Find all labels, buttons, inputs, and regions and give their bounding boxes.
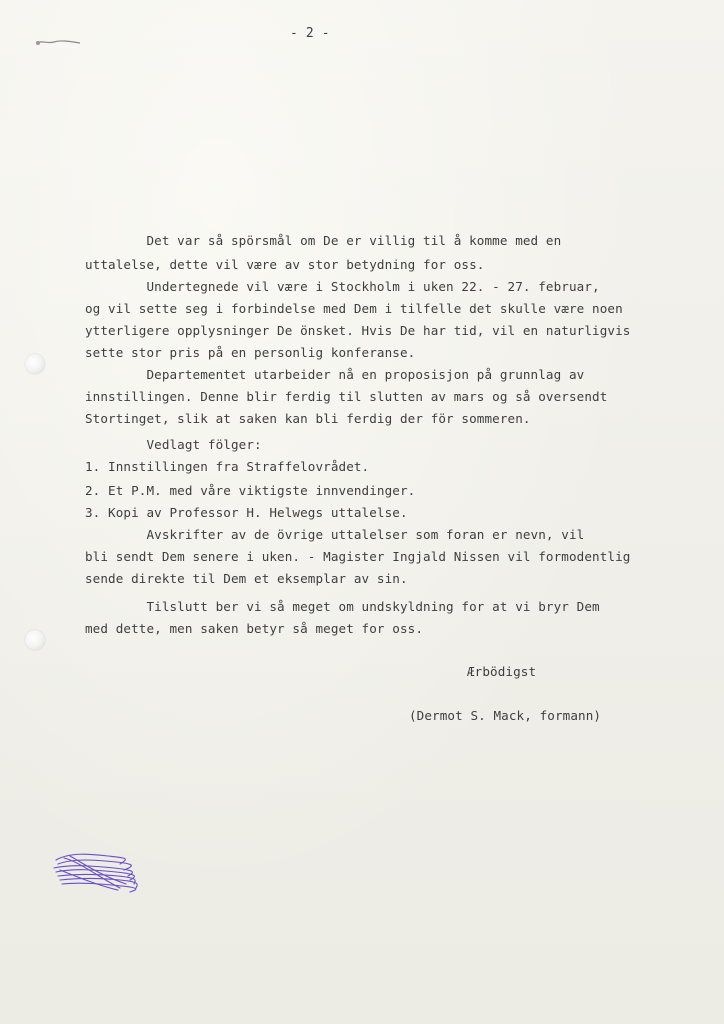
letter-line-5: ytterligere opplysninger De önsket. Hvis De har tid, vil en naturligvis: [85, 323, 631, 338]
letter-line-3: Undertegnede vil være i Stockholm i uken 22. - 27. februar,: [85, 279, 600, 294]
letter-line-1: Det var så spörsmål om De er villig til å komme med en: [85, 233, 562, 248]
signature-scribble-icon: [50, 848, 140, 896]
punch-hole-upper: [25, 354, 45, 374]
letter-line-15: bli sendt Dem senere i uken. - Magister Ingjald Nissen vil formodentlig: [85, 549, 631, 564]
closing: Ærbödigst: [467, 664, 537, 679]
punch-hole-lower: [25, 630, 45, 650]
letter-line-4: og vil sette seg i forbindelse med Dem i tilfelle det skulle være noen: [85, 301, 623, 316]
letter-line-13: 3. Kopi av Professor H. Helwegs uttalelse.: [85, 505, 408, 520]
staple-mark-icon: [34, 38, 82, 46]
letter-line-18: med dette, men saken betyr så meget for oss.: [85, 621, 424, 636]
letter-line-10: Vedlagt fölger:: [85, 437, 262, 452]
letter-line-14: Avskrifter av de övrige uttalelser som foran er nevn, vil: [85, 527, 585, 542]
letter-line-12: 2. Et P.M. med våre viktigste innvendinger.: [85, 483, 416, 498]
letter-line-2: uttalelse, dette vil være av stor betydning for oss.: [85, 257, 485, 272]
letter-line-16: sende direkte til Dem et eksemplar av sin.: [85, 571, 408, 586]
letter-line-7: Departementet utarbeider nå en proposisjon på grunnlag av: [85, 367, 585, 382]
signatory: (Dermot S. Mack, formann): [409, 708, 602, 723]
page-number: - 2 -: [290, 26, 330, 41]
letter-line-9: Stortinget, slik at saken kan bli ferdig der för sommeren.: [85, 411, 531, 426]
letter-line-8: innstillingen. Denne blir ferdig til slutten av mars og så oversendt: [85, 389, 608, 404]
letter-line-11: 1. Innstillingen fra Straffelovrådet.: [85, 459, 370, 474]
letter-line-17: Tilslutt ber vi så meget om undskyldning for at vi bryr Dem: [85, 599, 600, 614]
letter-line-6: sette stor pris på en personlig konferanse.: [85, 345, 416, 360]
